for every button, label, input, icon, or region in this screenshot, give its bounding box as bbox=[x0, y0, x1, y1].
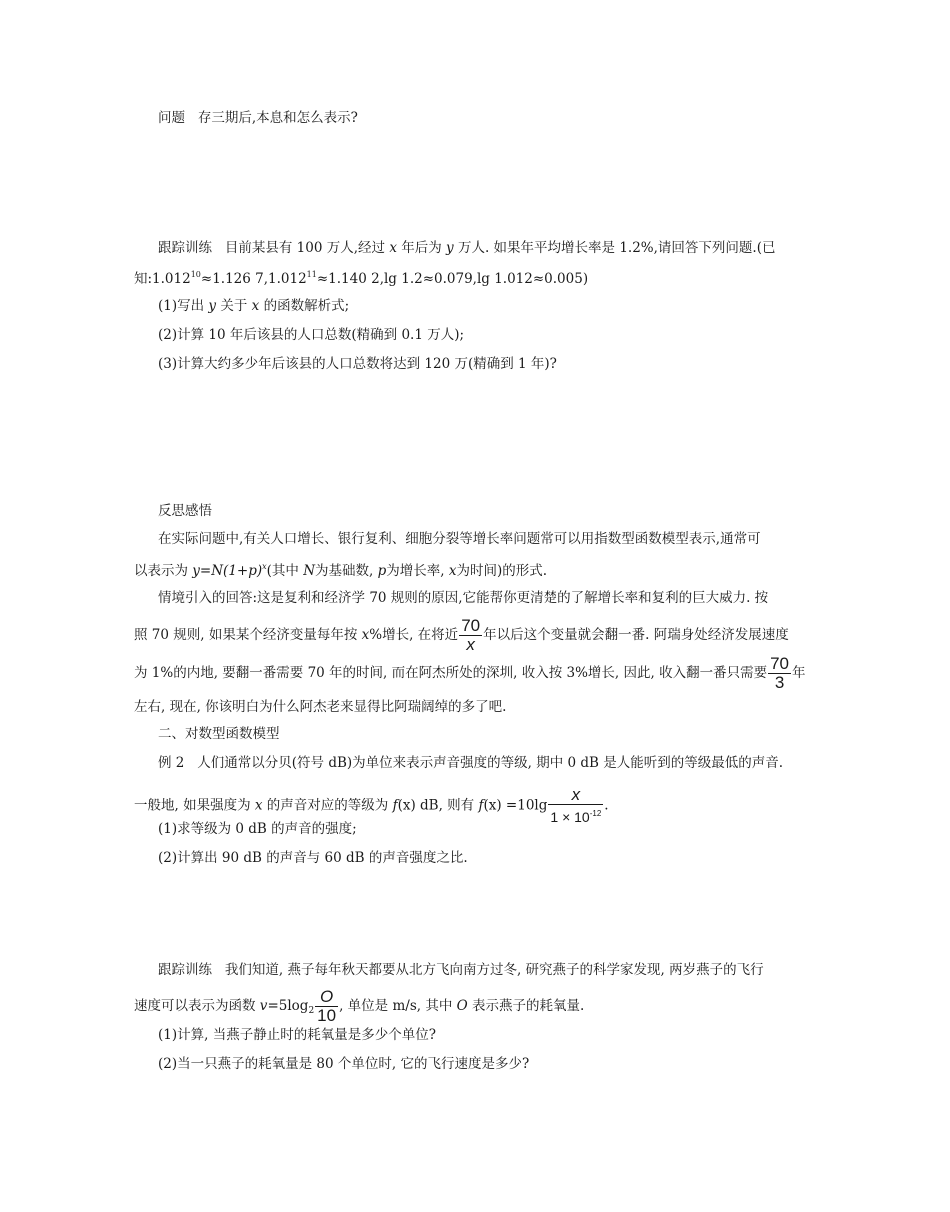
frac2-denominator: 3 bbox=[768, 673, 791, 692]
reflection-p2-a: 情境引入的回答:这是复利和经济学 70 规则的原因,它能帮你更清楚的了解增长率和复利的巨大威力. 按 bbox=[158, 590, 769, 606]
fraction-O-over-10 bbox=[315, 988, 338, 1025]
example2-d: dB, 则有 bbox=[415, 797, 479, 814]
p2-e: 为 1%的内地, 要翻一番需要 70 年的时间, 而在阿杰所处的深圳, 收入按 3%增长, 因此, 收入翻一番只需要 bbox=[134, 665, 768, 681]
example2-f1: f bbox=[392, 797, 398, 814]
frac3-numerator: x bbox=[571, 785, 581, 804]
q1-y: y bbox=[208, 298, 217, 314]
tracking1-q3: (3)计算大约多少年后该县的人口总数将达到 120 万(精确到 1 年)? bbox=[158, 356, 557, 372]
example2-f: . bbox=[604, 797, 609, 814]
fraction-x-over-1e-12 bbox=[548, 786, 603, 826]
reflection-p2-g: 左右, 现在, 你该明白为什么阿杰老来显得比阿瑞阔绰的多了吧. bbox=[134, 699, 507, 715]
reflection-p2-b bbox=[134, 617, 789, 654]
formula-exp: x bbox=[262, 562, 267, 571]
section2-heading: 二、对数型函数模型 bbox=[158, 726, 280, 742]
tracking1-known bbox=[134, 265, 588, 289]
frac1-denominator: x bbox=[459, 635, 482, 654]
reflection-p1-b bbox=[134, 557, 547, 581]
tracking1-intro-a: 目前某县有 100 万人,经过 bbox=[224, 240, 390, 256]
known-c: ≈1.140 2,lg 1.2≈0.079,lg 1.012≈0.005) bbox=[316, 271, 589, 287]
tracking2-label: 跟踪训练 bbox=[158, 962, 212, 978]
frac4-numerator: O bbox=[320, 987, 334, 1006]
p1-c: (其中 bbox=[266, 563, 304, 579]
log-base: 2 bbox=[308, 1006, 315, 1016]
p2-d: 年以后这个变量就会翻一番. 阿瑞身处经济发展速度 bbox=[483, 627, 789, 643]
example2-b: 一般地, 如果强度为 bbox=[134, 797, 255, 814]
var-N: N bbox=[303, 563, 316, 579]
tracking1-label: 跟踪训练 bbox=[158, 240, 212, 256]
fraction-70-over-x bbox=[459, 617, 482, 654]
tracking2-q2: (2)当一只燕子的耗氧量是 80 个单位时, 它的飞行速度是多少? bbox=[158, 1056, 530, 1072]
q1-x: x bbox=[251, 298, 260, 314]
tracking2-log: =5log bbox=[267, 998, 309, 1014]
tracking2-line2 bbox=[134, 988, 584, 1025]
p2-x: x bbox=[361, 627, 370, 643]
known-a: 知:1.012 bbox=[134, 271, 191, 287]
p1-e: 为增长率, bbox=[386, 563, 449, 579]
p1-b: 以表示为 bbox=[134, 563, 193, 579]
frac1-numerator: 70 bbox=[461, 616, 481, 635]
tracking2-a: 我们知道, 燕子每年秋天都要从北方飞向南方过冬, 研究燕子的科学家发现, 两岁燕子的飞行 bbox=[224, 962, 764, 978]
var-y: y bbox=[446, 240, 454, 256]
growth-formula: y=N(1+p) bbox=[192, 563, 263, 579]
example2-q1: (1)求等级为 0 dB 的声音的强度; bbox=[158, 821, 357, 837]
tracking2-line1 bbox=[158, 960, 764, 980]
p1-d: 为基础数, bbox=[315, 563, 378, 579]
var-p: p bbox=[377, 563, 387, 579]
tracking1-intro bbox=[158, 238, 775, 258]
tracking1-q2: (2)计算 10 年后该县的人口总数(精确到 0.1 万人); bbox=[158, 327, 465, 343]
frac2-numerator: 70 bbox=[770, 654, 790, 673]
reflection-p2-e bbox=[134, 655, 806, 692]
problem-line bbox=[158, 108, 358, 128]
problem-text: 存三期后,本息和怎么表示? bbox=[197, 110, 358, 126]
example2-c: 的声音对应的等级为 bbox=[262, 797, 393, 814]
example2-f2: f bbox=[478, 797, 484, 814]
q1-b: 关于 bbox=[216, 298, 252, 314]
example2-f1-arg: (x) bbox=[397, 797, 416, 814]
var-x: x bbox=[389, 240, 397, 256]
reflection-heading: 反思感悟 bbox=[158, 503, 212, 519]
frac3-den-base: 1 × 10 bbox=[550, 809, 590, 825]
tracking2-c: , 单位是 m/s, 其中 bbox=[339, 998, 457, 1014]
p2-b: 照 70 规则, 如果某个经济变量每年按 bbox=[134, 627, 362, 643]
example2-f2-arg: (x) bbox=[483, 797, 502, 814]
p1-f: 为时间)的形式. bbox=[456, 563, 548, 579]
q1-a: (1)写出 bbox=[158, 298, 209, 314]
exp-11: 11 bbox=[306, 270, 317, 279]
known-b: ≈1.126 7,1.012 bbox=[200, 271, 307, 287]
tracking1-q1 bbox=[158, 296, 349, 316]
tracking2-O: O bbox=[456, 998, 468, 1014]
tracking2-d: 表示燕子的耗氧量. bbox=[467, 998, 585, 1014]
tracking2-b: 速度可以表示为函数 bbox=[134, 998, 260, 1014]
tracking2-q1: (1)计算, 当燕子静止时的耗氧量是多少个单位? bbox=[158, 1027, 436, 1043]
reflection-p1-a: 在实际问题中,有关人口增长、银行复利、细胞分裂等增长率问题常可以用指数型函数模型表示,通常可 bbox=[158, 531, 761, 547]
tracking1-intro-c: 万人. 如果年平均增长率是 1.2%,请回答下列问题.(已 bbox=[453, 240, 776, 256]
example2-label: 例 2 bbox=[158, 755, 185, 771]
fraction-70-over-3 bbox=[768, 655, 791, 692]
exp-10: 10 bbox=[190, 270, 201, 279]
q1-c: 的函数解析式; bbox=[259, 298, 350, 314]
frac3-denominator bbox=[548, 804, 603, 826]
problem-label: 问题 bbox=[158, 110, 185, 126]
example2-x: x bbox=[254, 797, 263, 814]
example2-a: 人们通常以分贝(符号 dB)为单位来表示声音强度的等级, 期中 0 dB 是人能听到的等级最低的声音. bbox=[197, 755, 784, 771]
frac3-den-exp: -12 bbox=[589, 809, 602, 818]
example2-e: =10lg bbox=[501, 797, 548, 814]
var-x-time: x bbox=[448, 563, 457, 579]
p2-f: 年 bbox=[792, 665, 806, 681]
frac4-denominator: 10 bbox=[317, 1006, 337, 1025]
p2-c: %增长, 在将近 bbox=[369, 627, 459, 643]
example2-q2: (2)计算出 90 dB 的声音与 60 dB 的声音强度之比. bbox=[158, 850, 468, 866]
tracking2-v: v bbox=[259, 998, 268, 1014]
example2-line1 bbox=[158, 753, 783, 773]
tracking1-intro-b: 年后为 bbox=[396, 240, 447, 256]
